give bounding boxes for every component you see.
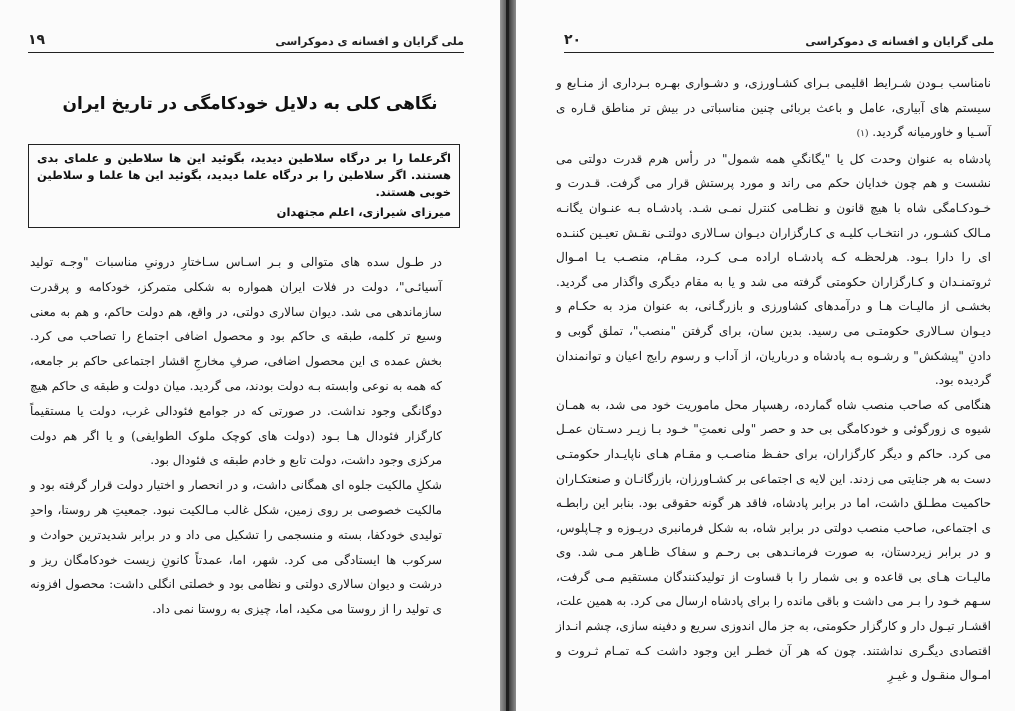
running-header	[28, 30, 464, 53]
paragraph: پادشاه به عنوان وحدت کل یا "یگانگیِ همه شمول" در رأس هرم قدرت دولتی می نشست و هم چون خدایان حکم می راند و مورد پرستش قرار می گرفت. قـدرت و خـودکـامگی شاه با هیچ قانون و نظـامی کنترل نمـی شـد. پادشـاه بـه عنـوان یگانـه مـالک کشـور، در انتخـاب کلیـه ی کـارگزاران دیـوان سـالاری دولتـی نقـش تعیـین کننـده ای را دارا بـود. هرلحظـه کـه پادشـاه اراده مـی کـرد، مقـام، منصـب یـا امـوال ثروتمنـدان و کـارگزاران حکومتی گرفته می شد و یا به مقام دیگری واگذار می گردید. بخشـی از مالیـات هـا و درآمدهای کشاورزی و بازرگـانی، به عنوان مزد به حکـام و دیـوان سـالاری حکومتـی می رسید. بدین سان، برای گرفتن "منصب"، تملق گوبی و دادنِ "پیشکش" و رشـوه بـه پادشاه و درباریان، از آداب و رسوم رایج اعیان و توانمندان گردیده بود.	[556, 151, 991, 388]
page-number: ۱۹	[28, 32, 46, 48]
paragraph-text: نامناسب بـودن شـرایط اقلیمی بـرای کشـاورزی، و دشـواری بهـره بـرداری از منـابع و سیستم های آبیاری، عامل و باعث بربائی چنین مناسباتی در بیش تر مناطق قـاره ی آسـیا و خاورمیانه گردید.	[556, 76, 991, 140]
paragraph	[556, 71, 991, 147]
paragraph: شکلِ مالکیت جلوه ای همگانی داشت، و در انحصار و اختیار دولت قرار گرفته بود و مالکیت خصوصی بر روی زمین، شکل غالب مـالکیت نبود. جمعیتِ هر روستا، واحدِ تولیدی خودکفا، بسته و منسجمی را تشکیل می داد و در برابر شدیدترین حوادث و سرکوب ها ایستادگی می کرد. شهر، اما، عمدتاً کانونِ زیست خودکامگان ریز و درشت و دیوان سالاری دولتی و نظامی بود و خصلتی انگلی داشت: محصول افزونه ی تولید را از روستا می مکید، اما، چیزی به روستا نمی داد.	[30, 478, 442, 617]
book-spine	[500, 0, 516, 711]
body-text	[556, 71, 991, 688]
epigraph-source: میرزای شیرازی، اعلم مجتهدان	[276, 205, 451, 219]
left-page	[0, 0, 500, 711]
running-title: ملی گرایان و افسانه ی دموکراسی	[805, 35, 994, 48]
body-text	[30, 250, 442, 622]
running-header	[564, 30, 994, 53]
epigraph-text: اگرعلما را بر درگاه سلاطین دیدید، بگوئید این ها سلاطین و علمای بدی هستند. اگر سلاطین را بر درگاه علما دیدید، بگوئید این ها علما و سلاطین خوبی هستند.	[37, 151, 451, 199]
running-title: ملی گرایان و افسانه ی دموکراسی	[275, 35, 464, 48]
footnote-marker: (۱)	[856, 129, 869, 140]
right-page	[516, 0, 1015, 711]
chapter-title: نگاهی کلی به دلایل خودکامگی در تاریخ ایران	[62, 94, 438, 114]
paragraph: در طـول سده های متوالی و بـر اسـاس سـاختارِ درونیِ مناسبات "وجـه تولید آسیائـی"، دولت در فلات ایران همواره به شکلی متمرکز، خودکامه و پرقدرت سازماندهی می شد. دیوان سالاری دولتی، در واقع، هم دولت حاکم، و هم به معنی وسیع تر کلمه، طبقه ی حاکم بود و محصول اضافی اجتماع را تصاحب می کرد. بخش عمده ی این محصول اضافی، صرفِ مخارجِ اقشار اجتماعی حاکم بر جامعه، که همه به نوعی وابسته بـه دولت بودند، می گردید. میان دولت و طبقه ی حاکم هیچ دوگانگی وجود نداشت. در صورتی که در جوامع فئودالی غرب، دولت یا مستقیماً کارگزار فئودال هـا بـود (دولت های کوچک ملوک الطوایفی) و یا اگر هم دولت مرکزی وجود داشت، دولت تابع و خادم طبقه ی فئودال بود.	[30, 255, 442, 468]
epigraph-box	[28, 144, 460, 228]
page-number: ۲۰	[564, 32, 582, 48]
paragraph: هنگامی که صاحب منصب شاه گمارده، رهسپار محل ماموریت خود می شد، به همـان شیوه ی زورگوئی و خودکامگی بی حد و حصر "ولی نعمتِ" خـود بـا زیـر دسـتان عمـل می کرد. حاکم و دیگر کارگزاران، برای حفـظ مناصـب و مقـام هـای ناپایـدار حکومتـی دست به هر جنایتی می زدند. این لایه ی اجتماعی بر کشـاورزان، بازرگانـان و صنعتکـاران حاکمیت مطـلق داشت، اما در برابر پادشاه، فاقد هر گونه حقوقی بود. بنابر این رابطـه ی اجتماعی، صاحب منصب دولتی در برابر شاه، به شکل فرمانبری دریـوزه و چـاپلوس، و در برابر زیردستان، به صورت فرمانـدهی بی رحـم و سفاک ظـاهر مـی شد. وی مالیـات هـای بی قاعده و بی شمار را با قساوت از تولیدکنندگان مستقیم مـی گرفت، سـهم خـود را بـر می داشت و باقی مانده را برای پادشاه ارسال می کرد. به همین علت، اقشـار تیـول دار و کارگزار حکومتی، به جز مال اندوزی سریع و دفینه سازی، چشم انـداز اقتصادی دیگـری نداشتند. چون که هر آن خطـر این وجود داشت کـه تمـام ثـروت و امـوال منقـول و غیـرِ	[556, 397, 991, 683]
